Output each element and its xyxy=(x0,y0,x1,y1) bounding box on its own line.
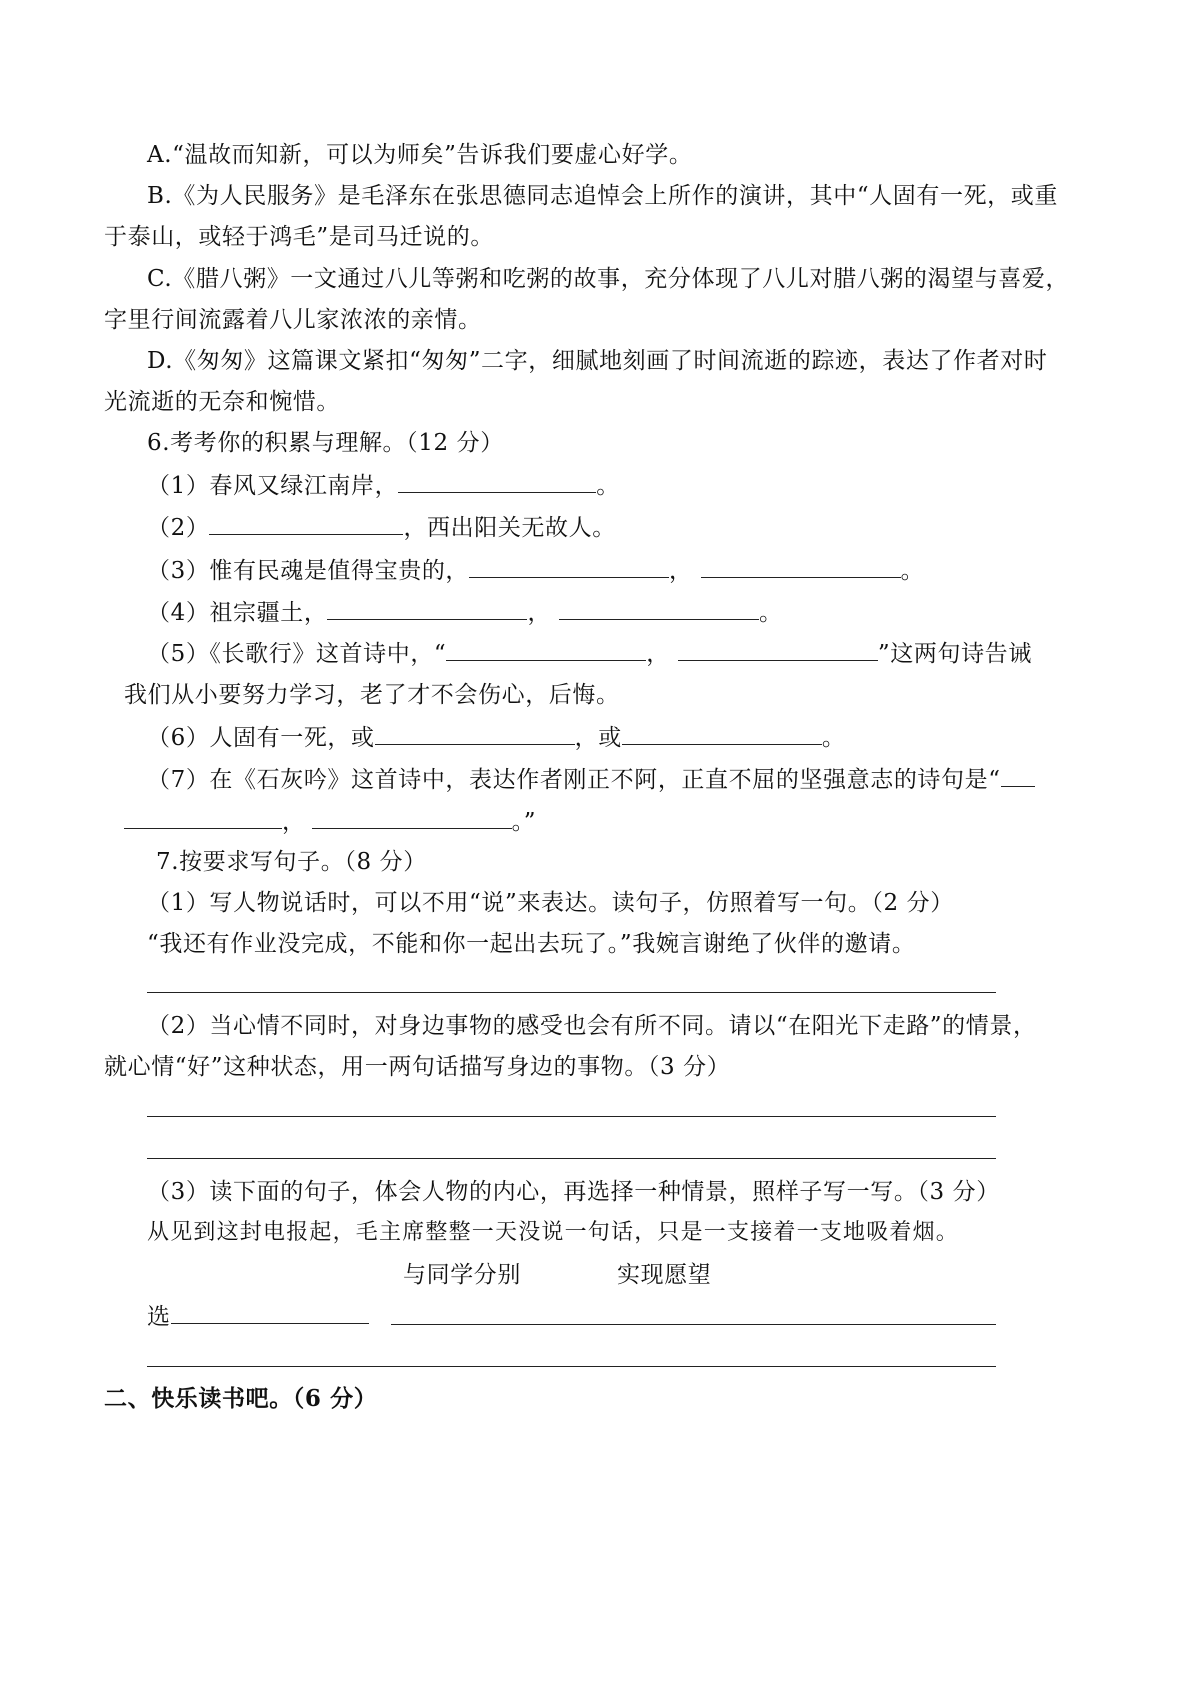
q7-sub1: （1）写人物说话时，可以不用“说”来表达。读句子，仿照着写一句。（2 分） xyxy=(147,890,954,916)
q6-item-6 xyxy=(147,722,845,753)
section-2-title: 二、快乐读书吧。（6 分） xyxy=(104,1385,378,1412)
option-b-line2: 于泰山，或轻于鸿毛”是司马迁说的。 xyxy=(104,224,494,250)
q6-item-5-sep: ， xyxy=(646,641,670,667)
answer-blank[interactable] xyxy=(375,722,575,745)
q6-item-3 xyxy=(147,555,924,586)
q6-item-5-text: （5）《长歌行》这首诗中，“ xyxy=(147,641,447,667)
option-c-line1: C.《腊八粥》一文通过八儿等粥和吃粥的故事，充分体现了八儿对腊八粥的渴望与喜爱， xyxy=(147,266,1070,292)
answer-line[interactable] xyxy=(147,1366,996,1367)
answer-blank[interactable] xyxy=(469,555,669,578)
q7-sub3-example: 从见到这封电报起，毛主席整整一天没说一句话，只是一支接着一支地吸着烟。 xyxy=(147,1220,960,1245)
choice-1: 与同学分别 xyxy=(403,1262,521,1288)
q6-item-7-end: 。” xyxy=(511,809,537,835)
q6-item-2 xyxy=(147,512,616,543)
q6-item-1-text: （1）春风又绿江南岸， xyxy=(147,473,399,499)
option-c-line2: 字里行间流露着八儿家浓浓的亲情。 xyxy=(104,307,482,333)
answer-blank[interactable] xyxy=(209,512,403,535)
answer-line[interactable] xyxy=(391,1324,996,1325)
choice-blank[interactable] xyxy=(171,1301,369,1324)
q6-item-7-sep: ， xyxy=(282,809,306,835)
answer-line[interactable] xyxy=(147,1158,996,1159)
answer-line[interactable] xyxy=(147,992,996,993)
q6-item-2-end: ，西出阳关无故人。 xyxy=(403,515,616,541)
q6-item-6-sep: ，或 xyxy=(574,725,622,751)
q7-sub1-example: “我还有作业没完成，不能和你一起出去玩了。”我婉言谢绝了伙伴的邀请。 xyxy=(147,931,916,957)
q6-item-4-end: 。 xyxy=(759,600,783,626)
answer-blank[interactable] xyxy=(559,597,759,620)
q6-item-5 xyxy=(147,638,1032,669)
q6-item-4 xyxy=(147,597,783,628)
q6-item-4-text: （4）祖宗疆土， xyxy=(147,600,328,626)
select-label: 选 xyxy=(147,1304,171,1330)
q7-sub3: （3）读下面的句子，体会人物的内心，再选择一种情景，照样子写一写。（3 分） xyxy=(147,1179,1000,1205)
answer-blank[interactable] xyxy=(398,470,596,493)
q6-item-5-end: ”这两句诗告诫 xyxy=(877,641,1032,667)
q6-item-5-line2: 我们从小要努力学习，老了才不会伤心，后悔。 xyxy=(124,682,620,708)
q6-item-6-text: （6）人固有一死，或 xyxy=(147,725,375,751)
choice-2: 实现愿望 xyxy=(617,1262,712,1288)
answer-blank[interactable] xyxy=(678,638,878,661)
option-d-line1: D.《匆匆》这篇课文紧扣“匆匆”二字，细腻地刻画了时间流逝的踪迹，表达了作者对时 xyxy=(147,348,1048,374)
option-b-line1: B.《为人民服务》是毛泽东在张思德同志追悼会上所作的演讲，其中“人固有一死，或重 xyxy=(147,183,1058,209)
q6-item-1 xyxy=(147,470,620,501)
select-row xyxy=(147,1301,369,1332)
q6-item-6-end: 。 xyxy=(821,725,846,751)
q6-item-3-text: （3）惟有民魂是值得宝贵的， xyxy=(147,558,470,584)
answer-blank[interactable] xyxy=(124,806,282,829)
q6-item-1-end: 。 xyxy=(596,473,620,499)
answer-blank[interactable] xyxy=(327,597,527,620)
q6-item-3-sep: ， xyxy=(669,558,693,584)
answer-blank[interactable] xyxy=(1001,764,1035,787)
q6-item-3-end: 。 xyxy=(900,558,925,584)
answer-blank[interactable] xyxy=(312,806,512,829)
q6-item-2-text: （2） xyxy=(147,515,210,541)
q6-title: 6.考考你的积累与理解。（12 分） xyxy=(147,430,504,456)
answer-blank[interactable] xyxy=(446,638,646,661)
q6-item-7-line2 xyxy=(124,806,536,837)
q6-item-7-text: （7）在《石灰吟》这首诗中，表达作者刚正不阿，正直不屈的坚强意志的诗句是“ xyxy=(147,767,1001,793)
q6-item-4-sep: ， xyxy=(527,600,552,626)
answer-blank[interactable] xyxy=(622,722,822,745)
answer-blank[interactable] xyxy=(701,555,901,578)
q7-title: 7.按要求写句子。（8 分） xyxy=(156,849,427,875)
answer-line[interactable] xyxy=(147,1116,996,1117)
option-a: A.“温故而知新，可以为师矣”告诉我们要虚心好学。 xyxy=(147,142,693,168)
q7-sub2-line1: （2）当心情不同时，对身边事物的感受也会有所不同。请以“在阳光下走路”的情景， xyxy=(147,1013,1037,1039)
option-d-line2: 光流逝的无奈和惋惜。 xyxy=(104,389,340,415)
q6-item-7 xyxy=(147,764,1035,795)
q7-sub2-line2: 就心情“好”这种状态，用一两句话描写身边的事物。（3 分） xyxy=(104,1054,731,1080)
